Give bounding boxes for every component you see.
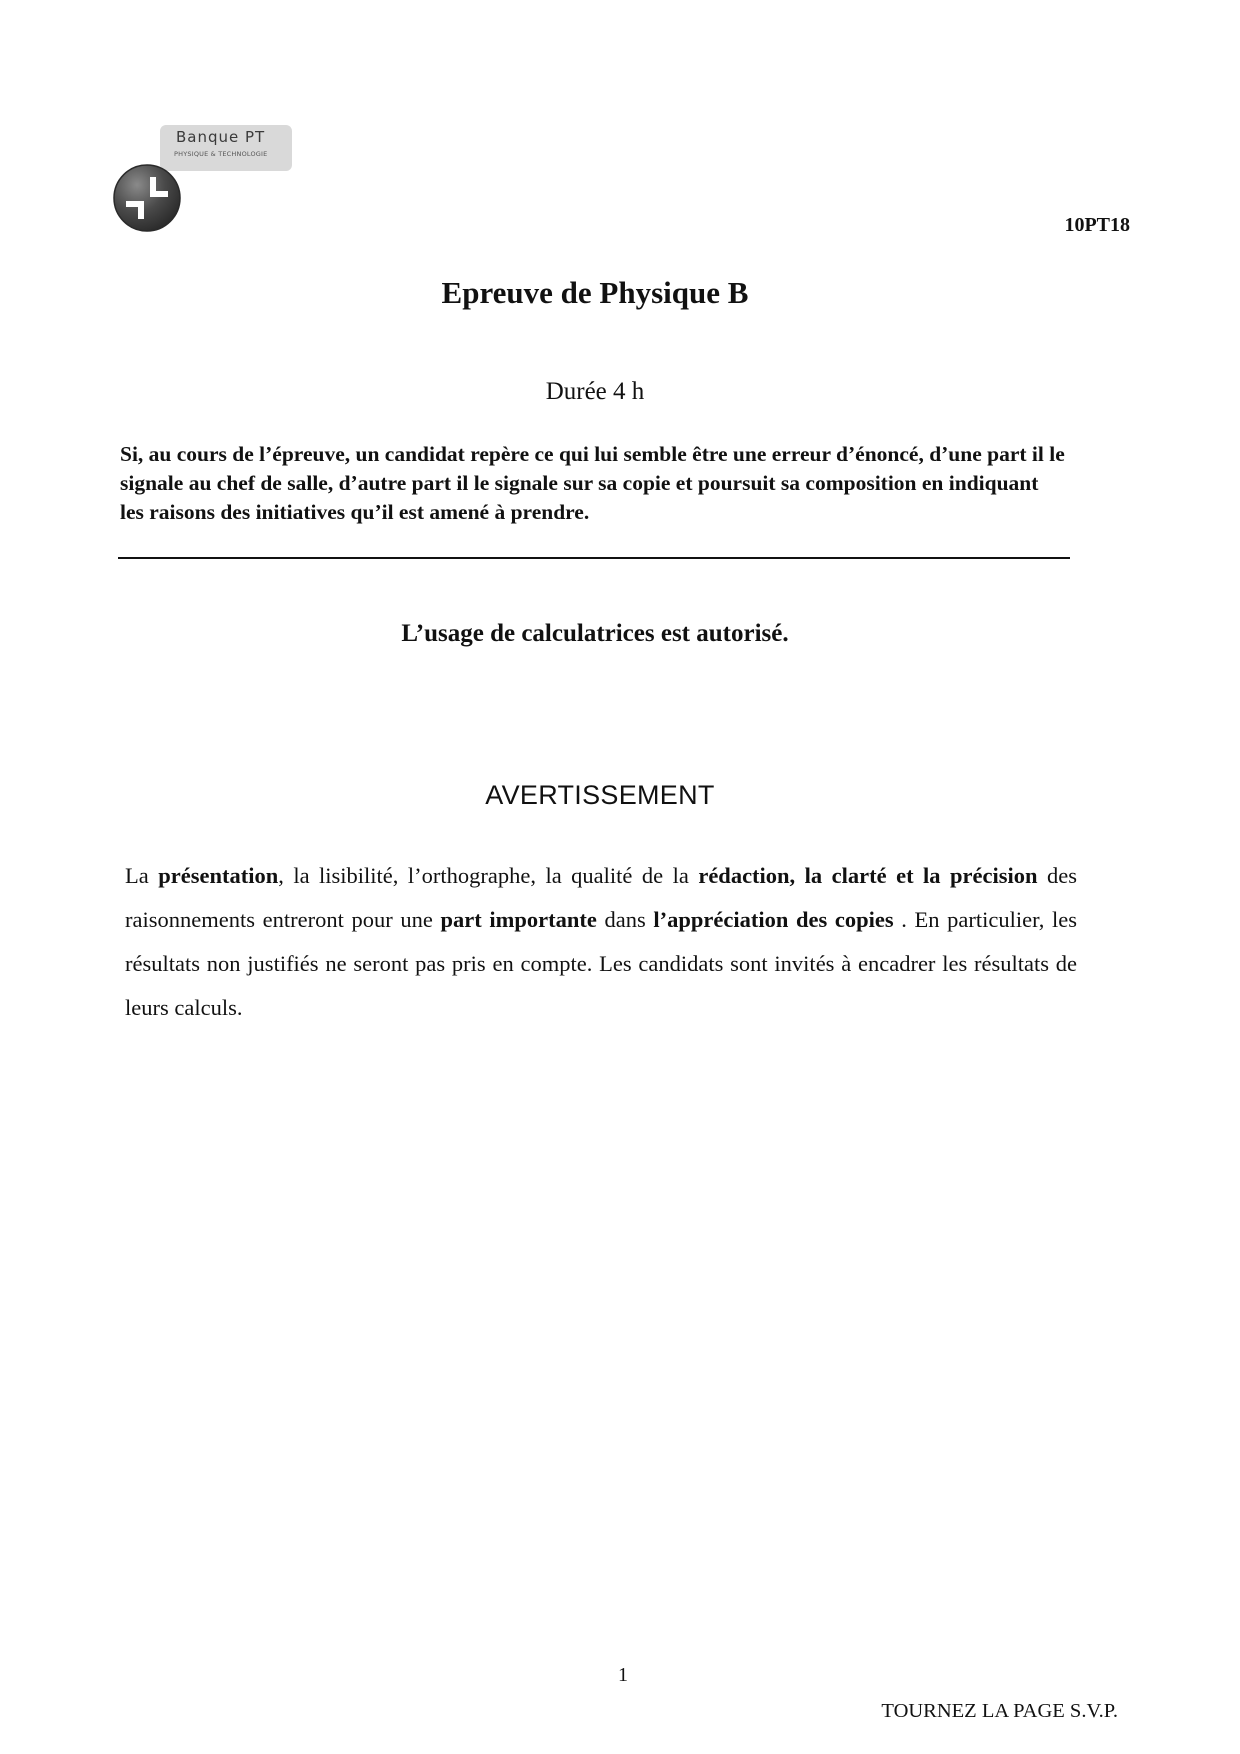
text-segment: La — [125, 863, 159, 888]
exam-title: Epreuve de Physique B — [441, 275, 749, 310]
text-segment-bold: part importante — [440, 907, 597, 932]
exam-code: 10PT18 — [1064, 214, 1130, 236]
logo-wordmark: Banque PT — [176, 128, 266, 146]
avertissement-heading: AVERTISSEMENT — [485, 780, 715, 810]
turn-page-notice: TOURNEZ LA PAGE S.V.P. — [881, 1700, 1118, 1722]
error-reporting-notice: Si, au cours de l’épreuve, un candidat repère ce qui lui semble être une erreur d’énoncé, d’une part il le signale au chef de salle, d’autre part il le signale sur sa copie et poursuit sa composition en indiquant les raisons des initiatives qu’il est amené à prendre. — [120, 442, 1065, 524]
text-segment: . En particulier, les résultats non justifiés ne seront pas pris en compte. Les candidats sont invités à encadrer les résultats de leurs calculs. — [125, 907, 1077, 1020]
text-segment: dans — [596, 907, 654, 932]
text-segment-bold: l’appréciation des copies — [653, 907, 894, 932]
text-segment-bold: rédaction, la clarté et la précision — [698, 863, 1038, 888]
logo-subtitle: PHYSIQUE & TECHNOLOGIE — [174, 150, 268, 158]
text-segment-bold: présentation — [158, 863, 279, 888]
horizontal-rule — [118, 557, 1070, 559]
logo-emblem-icon — [112, 163, 182, 233]
text-segment: , la lisibilité, l’orthographe, la qualité de la — [278, 863, 699, 888]
banque-pt-logo — [112, 125, 302, 235]
calculator-notice: L’usage de calculatrices est autorisé. — [401, 620, 789, 647]
page-number: 1 — [618, 1664, 628, 1686]
exam-duration: Durée 4 h — [545, 378, 645, 405]
avertissement-paragraph — [125, 854, 1077, 1030]
text-segment: des raisonnements entreront pour une — [125, 863, 1077, 932]
